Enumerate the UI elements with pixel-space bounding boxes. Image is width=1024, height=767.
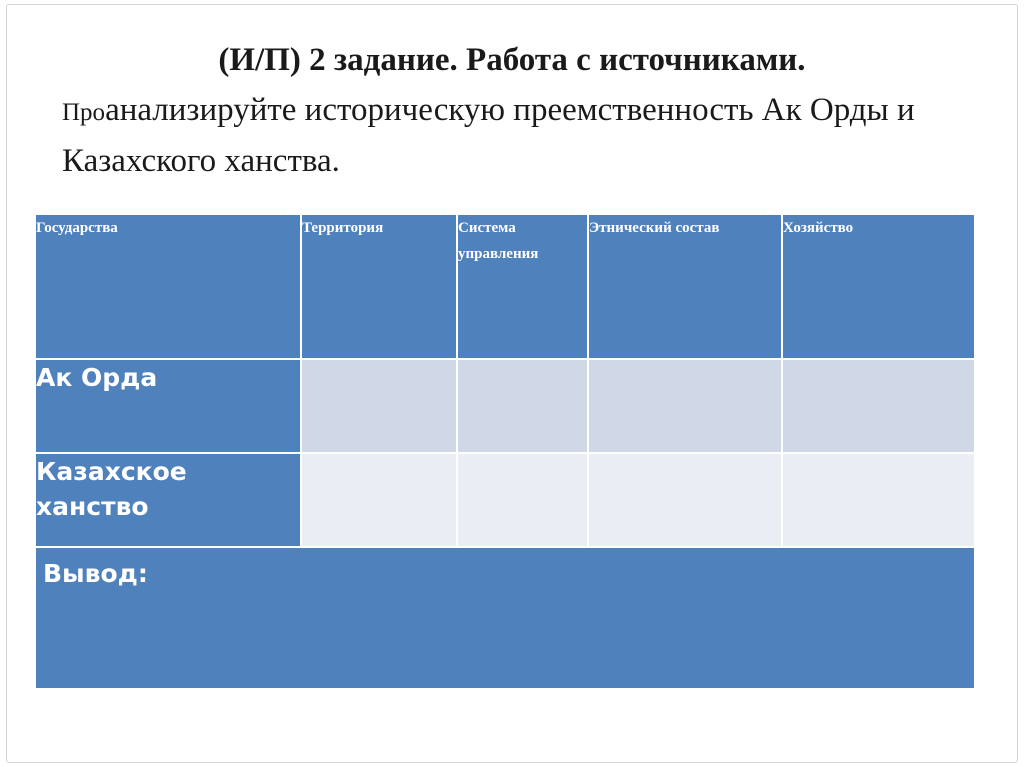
header-economy: Хозяйство bbox=[782, 214, 975, 359]
table-row bbox=[35, 453, 975, 547]
instruction-text: анализируйте историческую преемственность Ак Орды и Казахского ханства. bbox=[62, 92, 915, 179]
task-instruction bbox=[62, 86, 982, 185]
cell-khanate-territory[interactable] bbox=[301, 453, 457, 547]
cell-khanate-economy[interactable] bbox=[782, 453, 975, 547]
conclusion-cell[interactable]: Вывод: bbox=[35, 547, 975, 689]
cell-ak-orda-ethnic[interactable] bbox=[588, 359, 782, 453]
cell-ak-orda-territory[interactable] bbox=[301, 359, 457, 453]
row-label-ak-orda: Ак Орда bbox=[35, 359, 301, 453]
conclusion-row bbox=[35, 547, 975, 689]
cell-khanate-ethnic[interactable] bbox=[588, 453, 782, 547]
header-territory: Территория bbox=[301, 214, 457, 359]
cell-ak-orda-government[interactable] bbox=[457, 359, 588, 453]
row-label-kazakh-khanate: Казахское ханство bbox=[35, 453, 301, 547]
slide-title: (И/П) 2 задание. Работа с источниками. bbox=[218, 42, 806, 78]
cell-khanate-government[interactable] bbox=[457, 453, 588, 547]
table-row bbox=[35, 359, 975, 453]
header-states: Государства bbox=[35, 214, 301, 359]
instruction-prefix: Про bbox=[62, 99, 106, 126]
comparison-table bbox=[34, 213, 976, 690]
cell-ak-orda-economy[interactable] bbox=[782, 359, 975, 453]
header-ethnic-composition: Этнический состав bbox=[588, 214, 782, 359]
table-header-row bbox=[35, 214, 975, 359]
header-government-system: Система управления bbox=[457, 214, 588, 359]
